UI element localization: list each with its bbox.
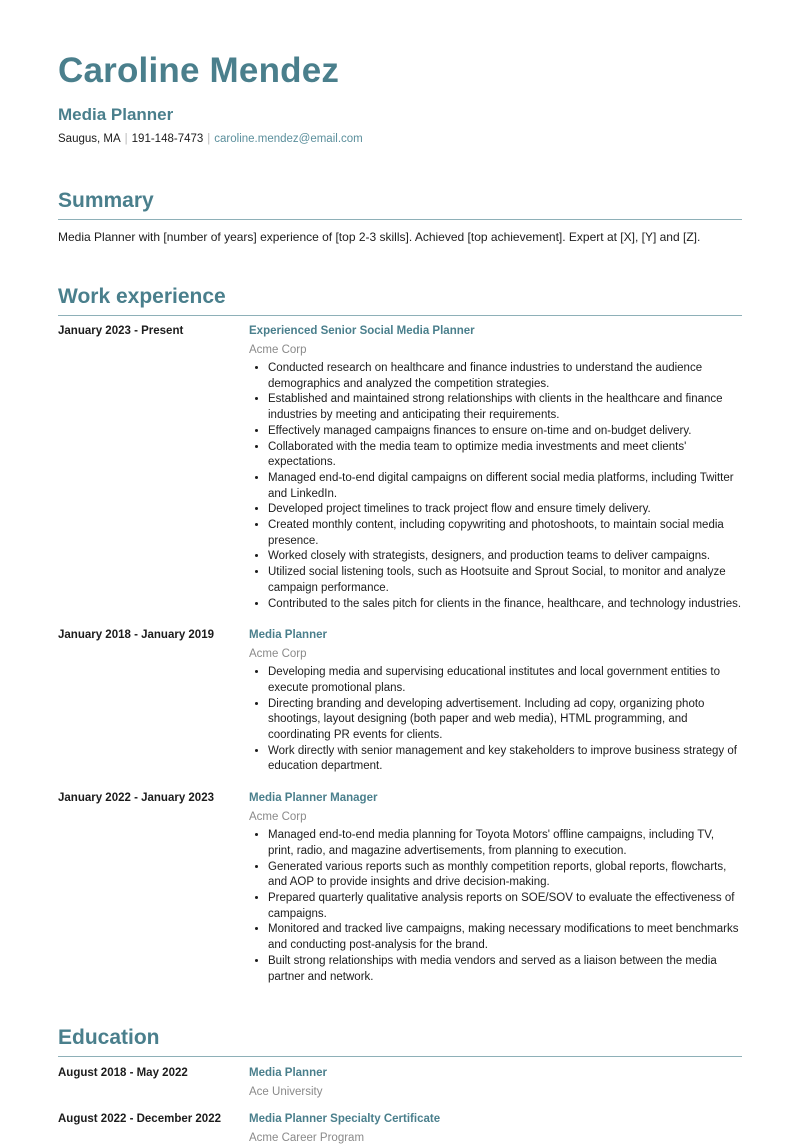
contact-line: [58, 132, 742, 146]
bullet-item: • Built strong relationships with media vendors and served as a liaison between the media partner and network.: [268, 954, 742, 985]
work-company: Acme Corp: [249, 344, 307, 356]
work-role: Experienced Senior Social Media Planner: [249, 325, 475, 337]
bullet-item: • Prepared quarterly qualitative analysis reports on SOE/SOV to evaluate the effectiveness of campaigns.: [268, 891, 742, 922]
work-experience-section: [58, 284, 742, 985]
bullet-item: • Created monthly content, including copywriting and photoshoots, to maintain social media presence.: [268, 518, 742, 549]
education-school: Acme Career Program: [249, 1132, 365, 1145]
bullet-item: • Contributed to the sales pitch for clients in the finance, healthcare, and technology industries.: [268, 597, 742, 613]
education-degree: Media Planner: [249, 1067, 327, 1080]
work-experience-heading: Work experience: [58, 285, 226, 308]
education-details: [249, 1111, 742, 1146]
summary-section: [58, 188, 742, 245]
bullet-item: • Work directly with senior management and key stakeholders to improve business strategy of education department.: [268, 744, 742, 775]
bullet-item: • Monitored and tracked live campaigns, making necessary modifications to meet benchmarks and conducting post-analysis for the brand.: [268, 922, 742, 953]
bullet-item: • Developing media and supervising educational institutes and local government entities to execute promotional plans.: [268, 665, 742, 696]
candidate-name: Caroline Mendez: [58, 51, 340, 90]
summary-text: Media Planner with [number of years] experience of [top 2-3 skills]. Achieved [top achievement]. Expert at [X], [Y] and [Z].: [58, 230, 701, 244]
bullet-item: • Utilized social listening tools, such as Hootsuite and Sprout Social, to monitor and analyze campaign performance.: [268, 565, 742, 596]
work-details: [249, 790, 742, 985]
section-divider: [58, 219, 742, 220]
work-dates: January 2022 - January 2023: [58, 792, 214, 805]
bullet-item: • Developed project timelines to track project flow and ensure timely delivery.: [268, 502, 742, 518]
bullet-item: • Collaborated with the media team to optimize media investments and meet clients' expectations.: [268, 440, 742, 471]
work-entry: [58, 790, 742, 985]
bullet-item: • Generated various reports such as monthly competition reports, global reports, flowcharts, and AOP to provide insights and drive decision-making.: [268, 860, 742, 891]
bullet-item: • Managed end-to-end digital campaigns on different social media platforms, including Twitter and LinkedIn.: [268, 471, 742, 502]
work-entry: [58, 323, 742, 612]
section-divider: [58, 1056, 742, 1057]
job-title: Media Planner: [58, 105, 174, 124]
education-entry: [58, 1111, 742, 1146]
email-link[interactable]: caroline.mendez@email.com: [214, 133, 363, 145]
work-bullets: [249, 828, 742, 985]
bullet-item: • Directing branding and developing advertisement. Including ad copy, organizing photo shootings, layout designing (both paper and web media), HTML programming, and coordinating PR events for clients.: [268, 697, 742, 744]
education-degree: Media Planner Specialty Certificate: [249, 1113, 441, 1126]
work-role: Media Planner: [249, 629, 327, 642]
education-dates: August 2022 - December 2022: [58, 1113, 221, 1126]
education-heading: Education: [58, 1026, 160, 1050]
location: Saugus, MA: [58, 133, 121, 145]
education-details: [249, 1065, 742, 1100]
summary-heading: Summary: [58, 189, 154, 212]
bullet-item: • Managed end-to-end media planning for Toyota Motors' offline campaigns, including TV, print, radio, and magazine advertisements, from planning to execution.: [268, 828, 742, 859]
phone: 191-148-7473: [131, 133, 204, 145]
work-company: Acme Corp: [249, 648, 307, 661]
bullet-item: • Established and maintained strong relationships with clients in the healthcare and finance industries by meeting and anticipating their requirements.: [268, 392, 742, 423]
work-role: Media Planner Manager: [249, 792, 378, 805]
education-school: Ace University: [249, 1086, 323, 1099]
bullet-item: • Worked closely with strategists, designers, and production teams to deliver campaigns.: [268, 549, 742, 565]
section-divider: [58, 315, 742, 316]
work-details: [249, 323, 742, 612]
work-bullets: [249, 665, 742, 775]
work-entry: [58, 627, 742, 775]
contact-separator: |: [207, 133, 211, 145]
work-details: [249, 627, 742, 775]
bullet-item: • Conducted research on healthcare and finance industries to understand the audience demographics and analyzed the competition strategies.: [268, 361, 742, 392]
work-company: Acme Corp: [249, 811, 307, 824]
contact-separator: |: [124, 133, 128, 145]
education-entry: [58, 1065, 742, 1100]
work-bullets: [249, 361, 742, 612]
work-dates: January 2023 - Present: [58, 325, 184, 337]
education-dates: August 2018 - May 2022: [58, 1067, 188, 1080]
resume-header: [58, 50, 742, 146]
work-dates: January 2018 - January 2019: [58, 629, 214, 642]
bullet-item: • Effectively managed campaigns finances to ensure on-time and on-budget delivery.: [268, 424, 742, 440]
